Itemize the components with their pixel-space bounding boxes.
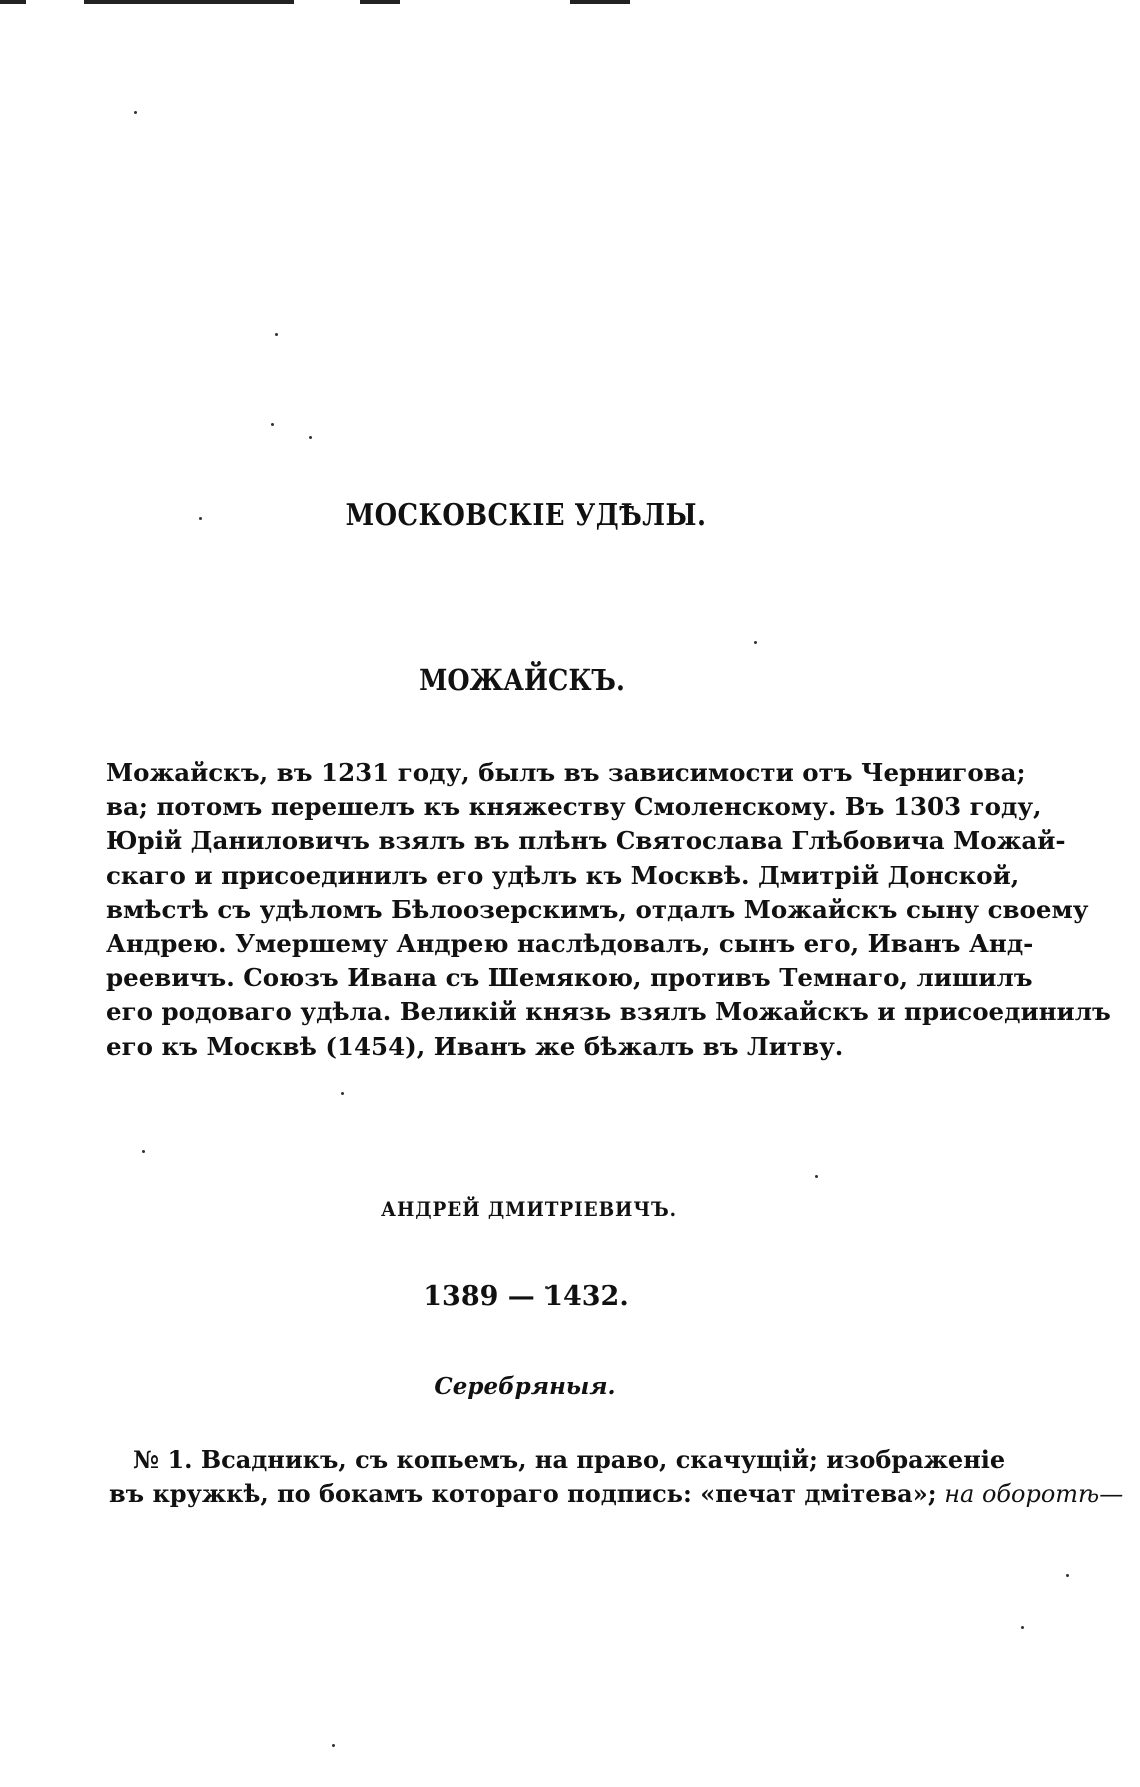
scan-speck: [341, 1092, 344, 1095]
section-heading: МОСКОВСКІЕ УДѢЛЫ.: [345, 498, 707, 533]
text-line: вмѣстѣ съ удѣломъ Бѣлоозерскимъ, отдалъ Можайскъ сыну своему: [106, 894, 1089, 924]
scan-speck: [309, 436, 312, 439]
intro-paragraph: [106, 756, 1111, 1064]
scan-speck: [134, 111, 137, 114]
top-scan-artifact: [0, 0, 640, 6]
scan-speck: [271, 423, 274, 426]
text-line: его родоваго удѣла. Великій князь взялъ Можайскъ и присоединилъ: [106, 997, 1111, 1027]
ruler-years: 1389 — 1432.: [423, 1281, 629, 1312]
scan-speck: [275, 333, 278, 336]
text-line: Юрій Даниловичъ взялъ въ плѣнъ Святослава Глѣбовича Можай-: [106, 826, 1066, 856]
scan-speck: [142, 1150, 145, 1153]
scan-speck: [754, 641, 757, 644]
scan-speck: [1066, 1574, 1069, 1577]
text-line: Можайскъ, въ 1231 году, былъ въ зависимости отъ Чернигова;: [106, 758, 1026, 787]
coin-metal-heading: Серебряныя.: [434, 1373, 616, 1400]
city-heading: МОЖАЙСКЪ.: [419, 663, 625, 697]
entry-italic-text: на оборотѣ—: [936, 1480, 1124, 1508]
text-line: Андрею. Умершему Андрею наслѣдовалъ, сынъ его, Иванъ Анд-: [106, 929, 1034, 959]
entry-line: [109, 1477, 1124, 1511]
catalog-entry: [109, 1443, 1124, 1511]
scan-speck: [815, 1175, 818, 1178]
entry-text: въ кружкѣ, по бокамъ котораго подпись: «печат дмітева»;: [109, 1479, 937, 1508]
text-line: его къ Москвѣ (1454), Иванъ же бѣжалъ въ Литву.: [106, 1031, 844, 1061]
scan-speck: [332, 1744, 335, 1747]
text-line: скаго и присоединилъ его удѣлъ къ Москвѣ. Дмитрій Донской,: [106, 860, 1020, 890]
ruler-name: АНДРЕЙ ДМИТРІЕВИЧЪ.: [381, 1197, 677, 1221]
entry-line: № 1. Всадникъ, съ копьемъ, на право, скачущій; изображеніе: [133, 1445, 1006, 1474]
text-line: реевичъ. Союзъ Ивана съ Шемякою, противъ Темнаго, лишилъ: [106, 963, 1033, 993]
text-line: ва; потомъ перешелъ къ княжеству Смоленскому. Въ 1303 году,: [106, 792, 1042, 822]
scan-speck: [1021, 1626, 1024, 1629]
